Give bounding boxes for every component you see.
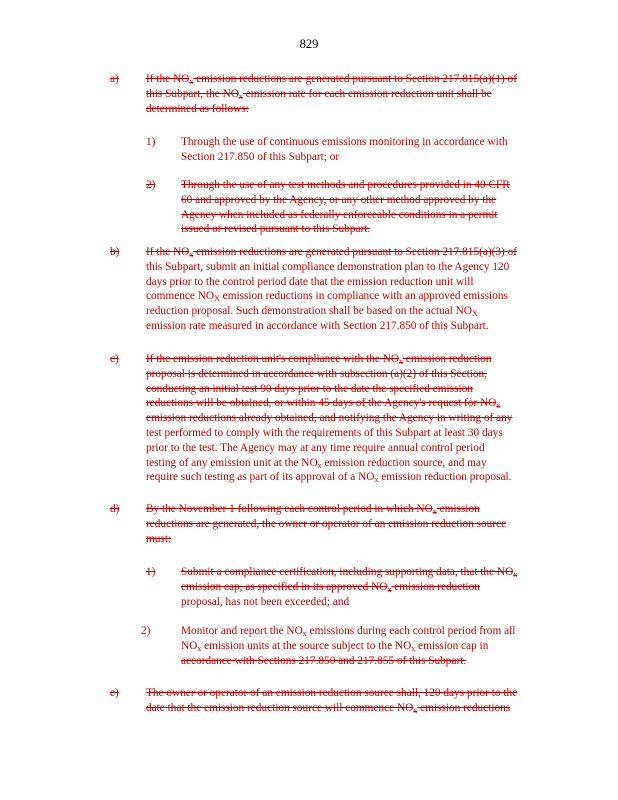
subitem-a-1-label: 1) xyxy=(146,136,156,148)
paragraph-a-label: a) xyxy=(110,73,119,85)
paragraph-c-text: If the emission reduction unit's compliance with the $NO_x$ emission reduction proposal is determined in accordance with subsection (a)(2) of this Section, conducting an initial test 90 days prior to the date the specified emission reductions will be obtained, or within 45 days of the Agency's request for $NO_x$ emission reductions already obtained, and notifying the Agency in writing of any test performed to comply with the requirements of this Subpart at least 30 days prior to the test. The Agency may at any time require annual control period testing of any emission unit at the $NO_x$ emission reduction source, and may require such testing as part of its approval of a $NO_x$ emission reduction proposal. xyxy=(146,353,513,485)
paragraph-d-text: By the November 1 following each control period in which $NO_x$ emission reductions are generated, the owner or operator of an emission reduction source must: xyxy=(146,503,507,545)
paragraph-c-label: c) xyxy=(110,353,119,365)
paragraph-d-label: d) xyxy=(110,503,120,515)
paragraph-a-line-3: determined as follows: xyxy=(146,102,249,115)
subitem-d-2-label: 2) xyxy=(141,625,151,637)
paragraph-a-line-1: If the $NO_x$ emission reductions are generated pursuant to Section 217.815(a)(1) of xyxy=(146,73,518,86)
subitem-d-1-text: Submit a compliance certification, including supporting data, that the $NO_x$ emission cap, as specified in its approved $NO_x$ emission reduction proposal, has not been exceeded; and xyxy=(181,566,518,608)
subitem-a-1-text: Through the use of continuous emissions monitoring in accordance with Section 217.850 of this Subpart; or xyxy=(181,136,508,163)
paragraph-e-label: e) xyxy=(110,687,119,699)
paragraph-a-line-2: this Subpart, the $NO_x$ emission rate for each emission reduction unit shall be xyxy=(146,87,492,101)
paragraph-e-text: The owner or operator of an emission reduction source shall, 120 days prior to the date that the emission reduction source will commence $NO_x$ emission reductions xyxy=(146,687,518,715)
subitem-a-2-text: Through the use of any test methods and procedures provided in 40 CFR 60 and approved by the Agency, or any other method approved by the Agency when included as federally enforceable conditions in a permit issued or revised pursuant to this Subpart. xyxy=(181,179,510,236)
paragraph-a-text xyxy=(146,72,517,116)
paragraph-b-text: If the $NO_x$ emission reductions are generated pursuant to Section 217.815(a)(3) of this Subpart, submit an initial compliance demonstration plan to the Agency 120 days prior to the control period date that the emission reduction unit will commence $NO_X$ emission reductions in compliance with an approved emissions reduction proposal. Such demonstration shall be based on the actual $NO_X$ emission rate measured in accordance with Section 217.850 of this Subpart. xyxy=(146,246,518,332)
page-number: 829 xyxy=(299,37,319,51)
subitem-d-1-label: 1) xyxy=(146,566,156,578)
subitem-d-2-text: Monitor and report the $NO_x$ emissions during each control period from all $NO_x$ emission units at the source subject to the $NO_x$ emission cap in accordance with Sections 217.850 and 217.855 of this Subpart. xyxy=(181,625,516,667)
paragraph-b-label: b) xyxy=(110,246,120,258)
subitem-a-2-label: 2) xyxy=(146,179,156,191)
